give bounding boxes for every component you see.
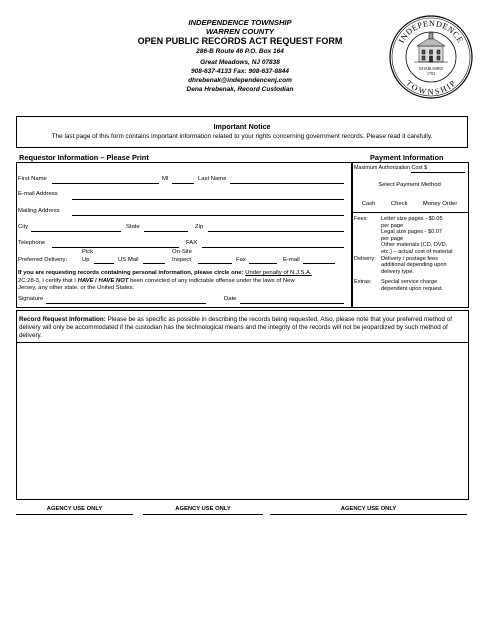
certification-line-2: Jersey, any other state, or the United States. (18, 285, 135, 291)
mi-field[interactable] (172, 183, 194, 184)
preferred-delivery-label: Preferred Delivery: (18, 257, 68, 263)
pick-label: Pick (82, 249, 94, 255)
city-label: City (18, 224, 29, 230)
email-option[interactable]: E-mail (283, 257, 300, 263)
us-mail-blank[interactable] (143, 263, 165, 264)
signature-label: Signature (18, 296, 44, 302)
have-not-option[interactable]: HAVE NOT (98, 278, 129, 284)
agency-use-label-1: AGENCY USE ONLY (16, 506, 133, 515)
last-name-label: Last Name (198, 176, 227, 182)
onsite-label: On-Site (172, 249, 192, 255)
extras-label: Extras: (354, 279, 372, 286)
address-line-1: 286-B Route 46 P.O. Box 164 (196, 48, 284, 55)
email-label: E-mail Address (18, 191, 58, 197)
payment-divider (352, 212, 468, 213)
address-line-2: Great Meadows, NJ 07838 (200, 59, 280, 66)
max-cost-field[interactable] (411, 172, 465, 173)
check-option[interactable]: Check (390, 201, 408, 207)
important-notice-box (16, 116, 468, 148)
us-mail-option[interactable]: US Mail (118, 257, 139, 263)
max-authorization-cost: Maximum Authorization Cost $ (354, 165, 428, 171)
notice-title: Important Notice (213, 122, 271, 131)
pickup-option[interactable]: Up (82, 257, 90, 263)
date-field[interactable] (240, 303, 344, 304)
date-label: Date (224, 296, 237, 302)
zip-field[interactable] (208, 231, 344, 232)
state-label: State (126, 224, 140, 230)
agency-use-label-2: AGENCY USE ONLY (143, 506, 263, 515)
email-blank[interactable] (303, 263, 335, 264)
first-name-field[interactable] (52, 183, 159, 184)
svg-text:ESTABLISHED: ESTABLISHED (419, 67, 443, 71)
zip-label: Zip (195, 224, 204, 230)
select-payment-label: Select Payment Method (378, 182, 441, 188)
record-request-divider (16, 342, 468, 343)
have-option[interactable]: HAVE (77, 278, 94, 284)
onsite-inspect-option[interactable]: Inspect (172, 257, 191, 263)
mailing-address-field[interactable] (72, 215, 344, 216)
township-name: INDEPENDENCE TOWNSHIP (188, 18, 292, 27)
telephone-label: Telephone (18, 240, 46, 246)
svg-text:INDEPENDENCE: INDEPENDENCE (396, 18, 466, 45)
fax-field[interactable] (202, 247, 344, 248)
form-title: OPEN PUBLIC RECORDS ACT REQUEST FORM (137, 36, 343, 46)
agency-use-label-3: AGENCY USE ONLY (270, 506, 467, 515)
svg-text:TOWNSHIP: TOWNSHIP (404, 78, 458, 97)
payment-heading: Payment Information (370, 153, 444, 162)
fee-schedule: Fees: Letter size pages - $0.05 per page Legal size pages - $0.07 per page Other materials (CD, DVD, etc.) – actual cost of material Delivery: Delivery / postage fees additional depending upon delivery type. Extras: Special service charge dependent upon request. (354, 216, 453, 292)
money-order-option[interactable]: Money Order (422, 201, 458, 207)
pickup-blank[interactable] (94, 263, 114, 264)
delivery-label: Delivery: (354, 255, 376, 262)
email-field[interactable] (72, 199, 344, 200)
fax-option[interactable]: Fax (236, 257, 246, 263)
fax-blank[interactable] (249, 263, 277, 264)
first-name-label: First Name (18, 176, 47, 182)
city-field[interactable] (31, 231, 121, 232)
record-request-instructions: Record Request Information: Please be as specific as possible in describing the records being requested. Also, please note that your preferred method of delivery will only be accommodated if the custodian has the technological means and the integrity of the records will not be jeopardized by such method of delivery. (19, 316, 452, 339)
mi-label: MI (162, 176, 169, 182)
agency-use-area-2 (143, 515, 263, 615)
fees-label: Fees: (354, 216, 368, 222)
svg-text:1782: 1782 (426, 71, 436, 76)
agency-use-area-3 (270, 515, 467, 615)
agency-use-area-1 (16, 515, 133, 615)
requestor-heading: Requestor Information – Please Print (19, 153, 149, 162)
payment-methods (354, 201, 465, 207)
township-seal-logo (388, 14, 474, 100)
last-name-field[interactable] (230, 183, 344, 184)
record-request-field[interactable] (18, 345, 465, 495)
mailing-address-label: Mailing Address (18, 208, 60, 214)
cash-option[interactable]: Cash (361, 201, 376, 207)
fax-label: FAX (186, 240, 198, 246)
state-field[interactable] (144, 231, 188, 232)
personal-info-notice: If you are requesting records containing personal information, please circle one: Under penalty of N.J.S.A. (18, 270, 312, 276)
inspect-blank[interactable] (198, 263, 232, 264)
signature-field[interactable] (46, 303, 206, 304)
phone-fax: 908-637-4133 Fax: 908-637-8844 (191, 68, 289, 75)
notice-body: The last page of this form contains important information related to your rights concerning government records. Please read it carefully. (51, 133, 433, 140)
email-address: dhrebenak@independencenj.com (188, 77, 292, 84)
certification-line: 2C:28-3, I certify that I HAVE / HAVE NOT been convicted of any indictable offense under the laws of New (18, 278, 295, 284)
telephone-field[interactable] (52, 247, 179, 248)
county-name: WARREN COUNTY (206, 27, 274, 36)
custodian-name: Dena Hrebenak, Record Custodian (186, 86, 294, 93)
